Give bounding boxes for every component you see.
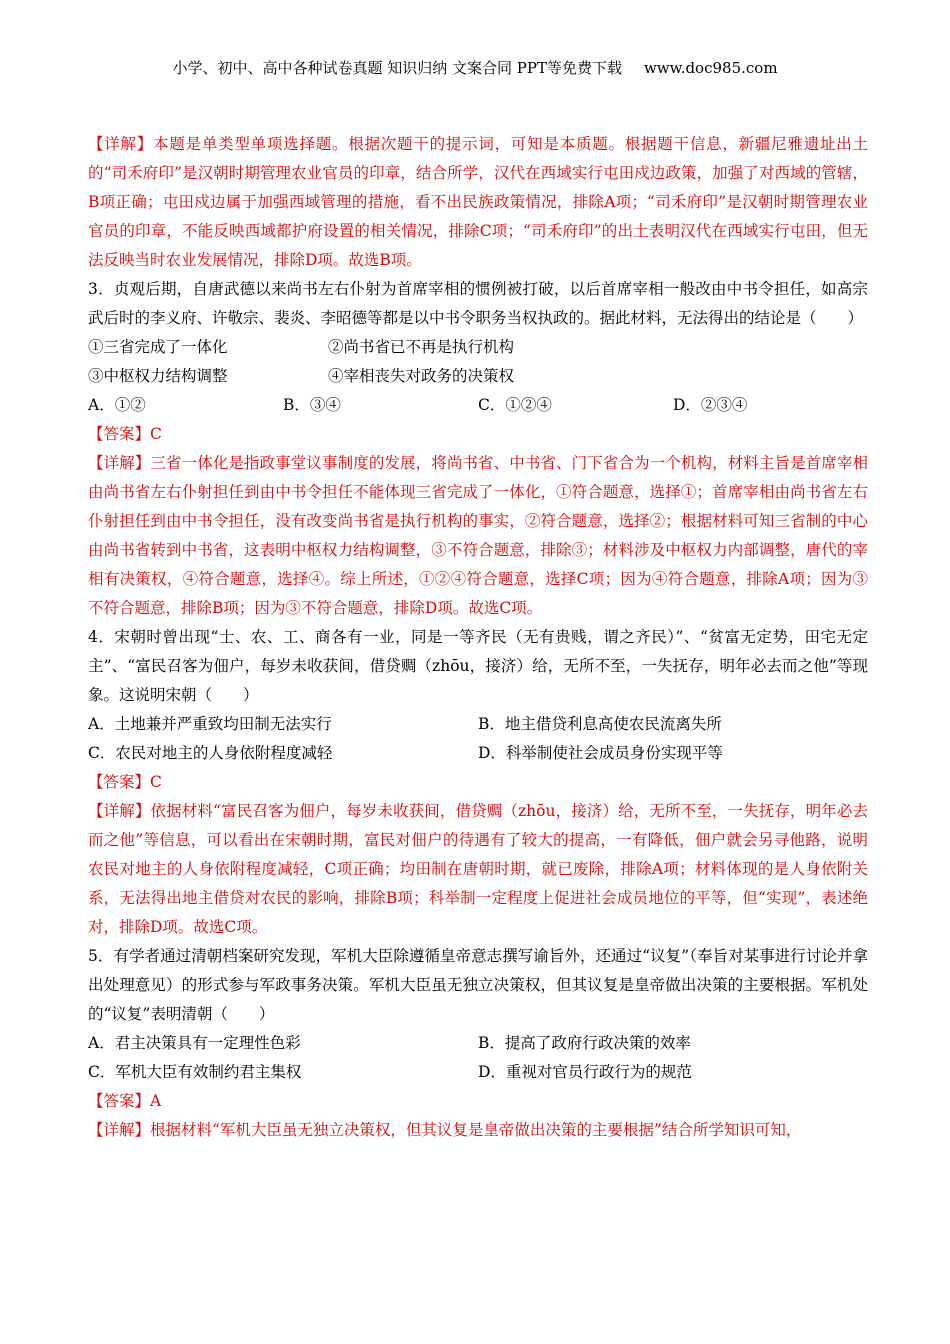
- q5-answer: 【答案】A: [88, 1092, 162, 1110]
- q4-options-row-2: [88, 739, 868, 768]
- q5-options-row-1: [88, 1029, 868, 1058]
- q3-statements-row-2: [88, 362, 868, 391]
- q3-detail: 【详解】三省一体化是指政事堂议事制度的发展，将尚书省、中书省、门下省合为一个机构，材料主旨是首席宰相由尚书省左右仆射担任到由中书令担任不能体现三省完成了一体化，①符合题意，选择①；首席宰相由尚书省左右仆射担任到由中书令担任，没有改变尚书省是执行机构的事实，②符合题意，选择②；根据材料可知三省制的中心由尚书省转到中书省，这表明中枢权力结构调整，③不符合题意，排除③；材料涉及中枢权力内部调整，唐代的宰相有决策权，④符合题意，选择④。综上所述，①②④符合题意，选择C项；因为④符合题意，排除A项；因为③不符合题意，排除B项；因为③不符合题意，排除D项。故选C项。: [88, 454, 868, 617]
- q2-detail: 【详解】本题是单类型单项选择题。根据次题干的提示词，可知是本质题。根据题干信息，新疆尼雅遗址出土的“司禾府印”是汉朝时期管理农业官员的印章，结合所学，汉代在西域实行屯田戍边政策，加强了对西域的管辖，B项正确；屯田戍边属于加强西域管理的措施，看不出民族政策情况，排除A项；“司禾府印”是汉朝时期管理农业官员的印章，不能反映西域都护府设置的相关情况，排除C项；“司禾府印”的出土表明汉代在西域实行屯田，但无法反映当时农业发展情况，排除D项。故选B项。: [88, 135, 868, 269]
- q4-option-d: D．科举制使社会成员身份实现平等: [478, 744, 723, 762]
- page-header: [0, 57, 950, 78]
- q3-options: [88, 391, 868, 420]
- q3-statement: ①三省完成了一体化: [88, 338, 228, 356]
- q4-option-a: A．土地兼并严重致均田制无法实行: [88, 715, 332, 733]
- q3-option-a: A．①②: [88, 396, 146, 414]
- q3-statement: ④宰相丧失对政务的决策权: [328, 367, 515, 385]
- q4-option-b: B．地主借贷利息高使农民流离失所: [478, 715, 722, 733]
- q3-statements-row-1: [88, 333, 868, 362]
- q4-answer: 【答案】C: [88, 773, 162, 791]
- q4-stem: 4．宋朝时曾出现“士、农、工、商各有一业，同是一等齐民（无有贵贱，谓之齐民）”、“贫富无定势，田宅无定主”、“富民召客为佃户，每岁未收获间，借贷赒（zhōu，接济）给，无所不至，一失抚存，明年必去而之他”等现象。这说明宋朝（ ）: [88, 628, 868, 704]
- q5-option-b: B．提高了政府行政决策的效率: [478, 1034, 691, 1052]
- header-site[interactable]: www.doc985.com: [643, 59, 778, 77]
- q5-stem: 5．有学者通过清朝档案研究发现，军机大臣除遵循皇帝意志撰写谕旨外，还通过“议复”（奉旨对某事进行讨论并拿出处理意见）的形式参与军政事务决策。军机大臣虽无独立决策权，但其议复是皇帝做出决策的主要根据。军机处的“议复”表明清朝（ ）: [88, 947, 868, 1023]
- q3-option-d: D．②③④: [673, 396, 748, 414]
- q3-statement: ③中枢权力结构调整: [88, 367, 228, 385]
- q3-option-c: C．①②④: [478, 396, 552, 414]
- q3-statement: ②尚书省已不再是执行机构: [328, 338, 515, 356]
- header-text: 小学、初中、高中各种试卷真题 知识归纳 文案合同 PPT等免费下载: [172, 59, 622, 77]
- document-body: [88, 130, 868, 1145]
- q3-stem: 3．贞观后期，自唐武德以来尚书左右仆射为首席宰相的惯例被打破，以后首席宰相一般改由中书令担任，如高宗武后时的李义府、许敬宗、裴炎、李昭德等都是以中书令职务当权执政的。据此材料，无法得出的结论是（ ）: [88, 280, 868, 327]
- q5-detail: 【详解】根据材料“军机大臣虽无独立决策权，但其议复是皇帝做出决策的主要根据”结合所学知识可知，: [88, 1121, 802, 1139]
- q5-option-d: D．重视对官员行政行为的规范: [478, 1063, 692, 1081]
- q5-options-row-2: [88, 1058, 868, 1087]
- q4-detail: 【详解】依据材料“富民召客为佃户，每岁未收获间，借贷赒（zhōu，接济）给，无所不至，一失抚存，明年必去而之他”等信息，可以看出在宋朝时期，富民对佃户的待遇有了较大的提高，一有降低，佃户就会另寻他路，说明农民对地主的人身依附程度减轻，C项正确；均田制在唐朝时期，就已废除，排除A项；材料体现的是人身依附关系，无法得出地主借贷对农民的影响，排除B项；科举制一定程度上促进社会成员地位的平等，但“实现”，表述绝对，排除D项。故选C项。: [88, 802, 868, 936]
- q3-answer: 【答案】C: [88, 425, 162, 443]
- q3-option-b: B．③④: [283, 396, 341, 414]
- q5-option-c: C．军机大臣有效制约君主集权: [88, 1063, 302, 1081]
- q4-option-c: C．农民对地主的人身依附程度减轻: [88, 744, 333, 762]
- q5-option-a: A．君主决策具有一定理性色彩: [88, 1034, 301, 1052]
- q4-options-row-1: [88, 710, 868, 739]
